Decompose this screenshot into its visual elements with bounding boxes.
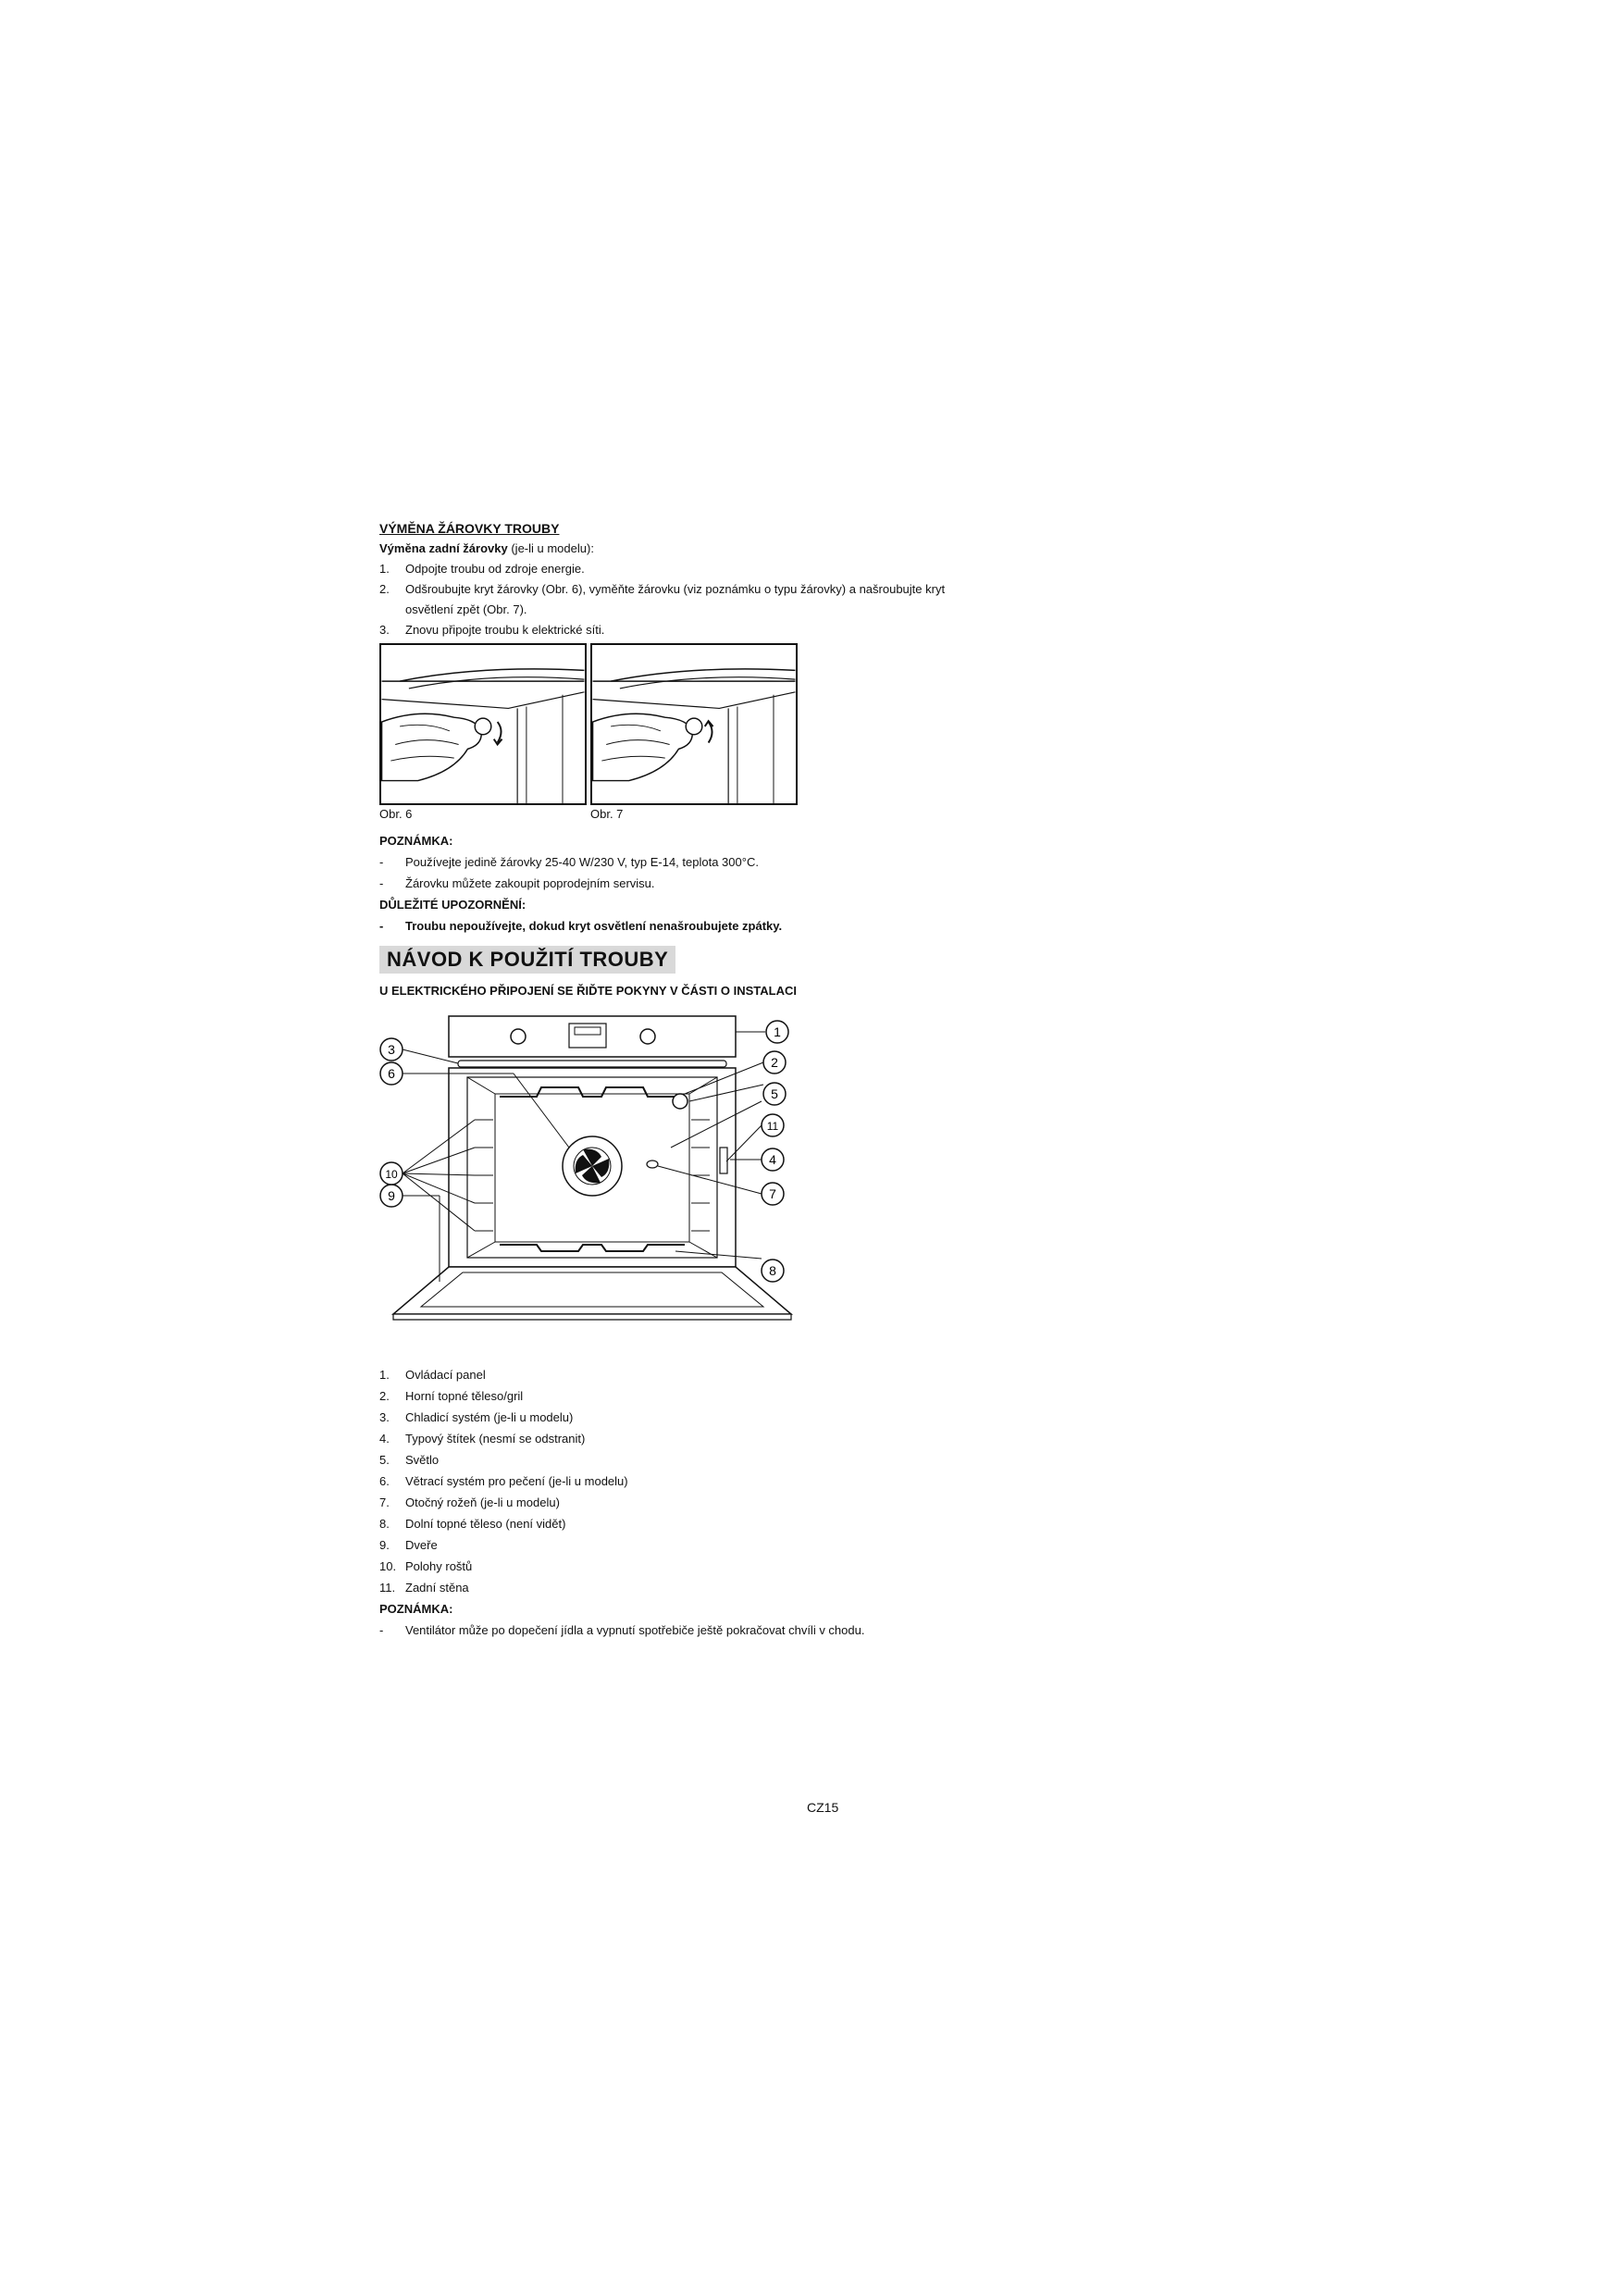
legend-item: [379, 1471, 1027, 1492]
right-knob-icon: [640, 1029, 655, 1044]
legend-item: [379, 1428, 1027, 1449]
note2-dash: -: [379, 1623, 384, 1637]
callout-4: [762, 1148, 784, 1171]
callout-10: [380, 1162, 403, 1185]
step-number: 2.: [379, 582, 390, 596]
section-heading: VÝMĚNA ŽÁROVKY TROUBY: [379, 521, 560, 536]
warning-text: Troubu nepoužívejte, dokud kryt osvětlení nenašroubujete zpátky.: [405, 919, 783, 933]
legend-number: 7.: [379, 1496, 390, 1509]
callout-6: [380, 1062, 403, 1085]
note-dash: -: [379, 876, 384, 890]
note-text: Používejte jedině žárovky 25-40 W/230 V, typ E-14, teplota 300°C.: [405, 855, 759, 869]
callout-7: [762, 1183, 784, 1205]
legend-number: 8.: [379, 1517, 390, 1531]
callout-1: [766, 1021, 788, 1043]
subheading-bold: Výměna zadní žárovky: [379, 541, 508, 555]
oven-illustration: [375, 1009, 828, 1360]
step-number: 3.: [379, 623, 390, 637]
legend-text: Světlo: [405, 1453, 440, 1467]
note-dash: -: [379, 855, 384, 869]
usage-section-title: NÁVOD K POUŽITÍ TROUBY: [379, 946, 675, 974]
bulb-replacement-section: [379, 518, 972, 640]
legend-number: 4.: [379, 1432, 390, 1446]
legend-number: 6.: [379, 1474, 390, 1488]
step-text: Znovu připojte troubu k elektrické síti.: [405, 623, 605, 637]
svg-text:8: 8: [769, 1263, 776, 1278]
warning-item: [379, 915, 1027, 937]
legend-number: 10.: [379, 1559, 397, 1573]
legend-number: 11.: [379, 1581, 396, 1595]
note2-heading: POZNÁMKA:: [379, 1602, 453, 1616]
legend-text: Dolní topné těleso (není vidět): [405, 1517, 566, 1531]
rotisserie-socket-icon: [647, 1160, 658, 1168]
note-heading: POZNÁMKA:: [379, 834, 453, 848]
note-item: [379, 851, 1027, 873]
note-and-warning: [379, 830, 1027, 937]
legend-text: Polohy roštů: [405, 1559, 473, 1573]
legend-text: Chladicí systém (je-li u modelu): [405, 1410, 574, 1424]
step-text: Odšroubujte kryt žárovky (Obr. 6), vyměňte žárovku (viz poznámku o typu žárovky) a našroubujte kryt osvětlení zpět (Obr. 7).: [405, 582, 946, 616]
subheading-rest: (je-li u modelu):: [507, 541, 594, 555]
legend-number: 9.: [379, 1538, 390, 1552]
svg-text:2: 2: [771, 1055, 778, 1070]
legend-item: [379, 1364, 1027, 1385]
legend-item: [379, 1407, 1027, 1428]
step-item: [379, 579, 972, 620]
note-item: [379, 873, 1027, 894]
callout-2: [763, 1051, 786, 1074]
legend-item: [379, 1449, 1027, 1471]
warning-heading: DŮLEŽITÉ UPOZORNĚNÍ:: [379, 898, 527, 912]
svg-text:3: 3: [388, 1042, 395, 1057]
svg-text:6: 6: [388, 1066, 395, 1081]
rating-plate-shape: [720, 1148, 727, 1173]
legend-item: [379, 1556, 1027, 1577]
bulb-figures: [379, 643, 798, 805]
svg-text:7: 7: [769, 1186, 776, 1201]
subheading: [379, 539, 972, 559]
warning-dash: -: [379, 919, 384, 933]
usage-section-subtitle: U ELEKTRICKÉHO PŘIPOJENÍ SE ŘIĎTE POKYNY V ČÁSTI O INSTALACI: [379, 984, 797, 998]
step-item: [379, 620, 972, 640]
callout-8: [762, 1260, 784, 1282]
legend-number: 1.: [379, 1368, 390, 1382]
callout-3: [380, 1038, 403, 1061]
legend-text: Typový štítek (nesmí se odstranit): [405, 1432, 586, 1446]
cooling-vent-shape: [458, 1061, 726, 1067]
figure-7-caption: Obr. 7: [590, 807, 624, 821]
note-text: Žárovku můžete zakoupit poprodejním servisu.: [405, 876, 655, 890]
legend-number: 2.: [379, 1389, 390, 1403]
oven-parts-legend: [379, 1364, 1027, 1641]
hand-unscrewing-illustration: [381, 645, 585, 803]
svg-text:11: 11: [766, 1120, 779, 1133]
left-knob-icon: [511, 1029, 526, 1044]
step-text: Odpojte troubu od zdroje energie.: [405, 562, 585, 576]
legend-text: Větrací systém pro pečení (je-li u modelu): [405, 1474, 628, 1488]
step-item: [379, 559, 972, 579]
note2-text: Ventilátor může po dopečení jídla a vypnutí spotřebiče ještě pokračovat chvíli v chodu.: [405, 1623, 865, 1637]
page-number: CZ15: [807, 1800, 839, 1815]
legend-item: [379, 1534, 1027, 1556]
callout-9: [380, 1185, 403, 1207]
callout-5: [763, 1083, 786, 1105]
legend-text: Dveře: [405, 1538, 438, 1552]
svg-text:1: 1: [774, 1024, 781, 1039]
light-bulb-icon: [673, 1094, 688, 1109]
legend-text: Zadní stěna: [405, 1581, 469, 1595]
figure-7-illustration: [590, 643, 798, 805]
svg-text:4: 4: [769, 1152, 776, 1167]
figure-6-illustration: [379, 643, 587, 805]
hand-screwing-illustration: [592, 645, 796, 803]
svg-text:9: 9: [388, 1188, 395, 1203]
legend-item: [379, 1513, 1027, 1534]
svg-text:5: 5: [771, 1086, 778, 1101]
legend-number: 5.: [379, 1453, 390, 1467]
note2-item: [379, 1620, 1027, 1641]
figure-6-caption: Obr. 6: [379, 807, 413, 821]
callout-11: [762, 1114, 784, 1136]
legend-item: [379, 1385, 1027, 1407]
step-number: 1.: [379, 562, 390, 576]
oven-diagram: [375, 1009, 828, 1360]
legend-text: Otočný rožeň (je-li u modelu): [405, 1496, 560, 1509]
legend-number: 3.: [379, 1410, 390, 1424]
svg-text:10: 10: [385, 1168, 398, 1181]
legend-text: Ovládací panel: [405, 1368, 486, 1382]
legend-item: [379, 1577, 1027, 1598]
legend-item: [379, 1492, 1027, 1513]
legend-text: Horní topné těleso/gril: [405, 1389, 524, 1403]
